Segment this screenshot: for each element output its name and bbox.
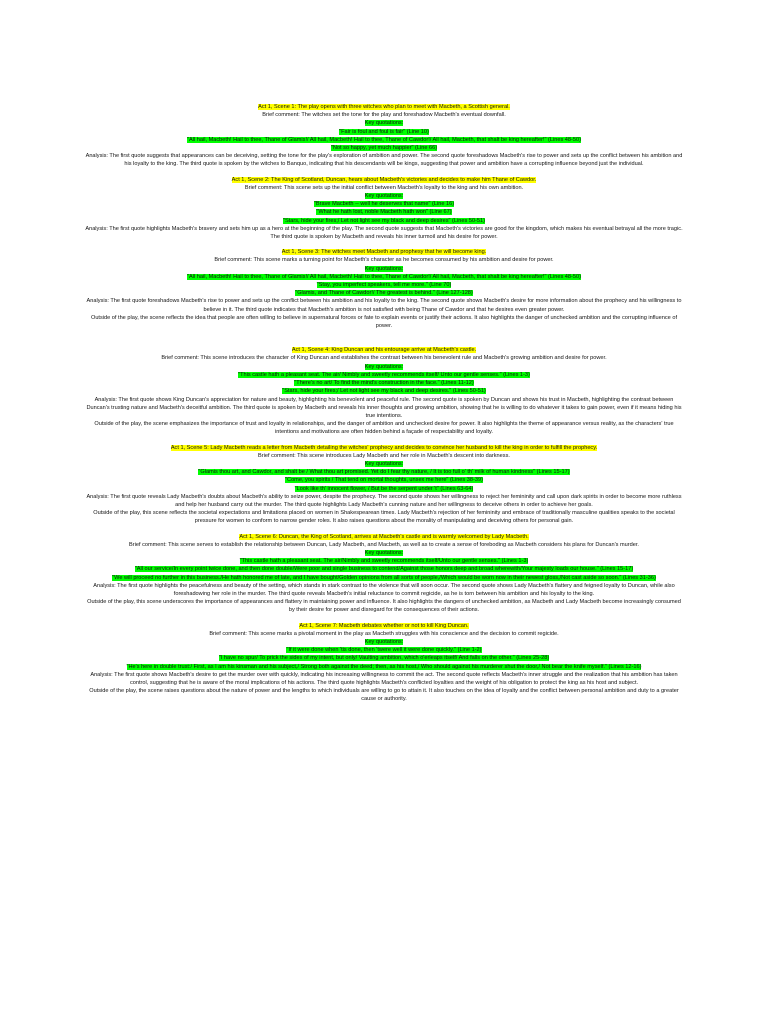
brief-comment: Brief comment: This scene serves to establish the relationship between Duncan, Lady Macbeth, and Macbeth, as well as to create a sense of foreboding as Macbeth considers his plans for Duncan's murder. [129, 541, 639, 548]
quote: "He's here in double trust:/ First, as I am his kinsman and his subject,/ Strong both against the deed; then, as his host,/ Who should against his murderer shut the door,/ Not bear the knife myself." (Lines 12-16) [126, 663, 642, 670]
scene-6 [84, 533, 684, 615]
scene-1 [84, 103, 684, 169]
key-quotations-label: Key quotations: [364, 120, 404, 127]
analysis-paragraph: Analysis: The first quote reveals Lady Macbeth's doubts about Macbeth's ability to seize power, despite the prophecy. The second quote shows her willingness to reject her femininity and call upon dark spirits in order to become more ruthless and help her husband carry out the murder. The third quote highlights Lady Macbeth's cunning nature and her willingness to deceive others in order to achieve her goals. [86, 493, 682, 508]
scene-heading: Act 1, Scene 6: Duncan, the King of Scotland, arrives at Macbeth's castle and is warmly welcomed by Lady Macbeth. [239, 533, 529, 540]
scene-heading: Act 1, Scene 2: The King of Scotland, Duncan, hears about Macbeth's victories and decides to make him Thane of Cawdor. [231, 176, 537, 183]
scene-4 [84, 346, 684, 436]
scene-heading: Act 1, Scene 5: Lady Macbeth reads a letter from Macbeth detailing the witches' prophecy and decides to convince her husband to kill the king in order to fulfill the prophecy. [170, 444, 598, 451]
outside-paragraph: Outside of the play, the scene emphasizes the importance of trust and loyalty in relationships, and the danger of ambition and unchecked desire for power. It also highlights the theme of appearance versus reality, as the characters' true intentions and motivations are often hidden behind a façade of respectability and loyalty. [94, 421, 674, 436]
outside-paragraph: Outside of the play, this scene reflects the societal expectations and limitations placed on women in Shakespearean times. Lady Macbeth's rejection of her femininity and embrace of traditionally masculine qualities speaks to the societal pressure for women to conform to narrow gender roles. It also raises questions about the morality of manipulating and deceiving others for personal gain. [93, 510, 675, 525]
quote: "There's no art/ To find the mind's construction in the face." (Lines 11-12) [294, 380, 474, 387]
scene-heading: Act 1, Scene 3: The witches meet Macbeth and prophesy that he will become king. [281, 249, 487, 256]
brief-comment: Brief comment: This scene marks a pivotal moment in the play as Macbeth struggles with his conscience and the decision to commit regicide. [209, 630, 559, 637]
quote: "Brave Macbeth -- well he deserves that name" (Line 16) [313, 201, 455, 208]
key-quotations-label: Key quotations: [364, 638, 404, 645]
scene-2 [84, 176, 684, 242]
scene-heading: Act 1, Scene 7: Macbeth debates whether or not to kill King Duncan. [299, 622, 469, 629]
quote: "I have no spur/ To prick the sides of my intent, but only/ Vaulting ambition, which o'erleaps itself/ And falls on the other." (Lines 25-28) [218, 655, 550, 662]
brief-comment: Brief comment: This scene introduces Lady Macbeth and her role in Macbeth's descent into darkness. [258, 452, 510, 459]
scene-3 [84, 248, 684, 330]
scene-heading: Act 1, Scene 1: The play opens with three witches who plan to meet with Macbeth, a Scottish general. [258, 104, 510, 110]
outside-paragraph: Outside of the play, the scene reflects the idea that people are often willing to believe in supernatural forces or fate to explain events or justify their actions. It also highlights the danger of unchecked ambition and the corrupting influence of power. [90, 314, 678, 330]
quote: "All our service/In every point twice done, and then done double/Were poor and single business to contend/Against those honors deep and broad wherewith/Your majesty loads our house." (Lines 15-17) [134, 566, 634, 573]
quote: "Fair is foul and foul is fair" (Line 10) [339, 128, 429, 135]
brief-comment: Brief comment: The witches set the tone for the play and foreshadow Macbeth's eventual downfall. [262, 112, 506, 119]
brief-comment: Brief comment: This scene introduces the character of King Duncan and establishes the contrast between his benevolent rule and Macbeth's growing ambition and desire for power. [161, 355, 607, 362]
outside-paragraph: Outside of the play, this scene underscores the importance of appearances and flattery in maintaining power and influence. It also highlights the dangers of unchecked ambition, as Macbeth and Lady Macbeth become increasingly consumed by their desire for power and disregard for the consequences of their actions. [87, 599, 681, 614]
analysis-paragraph: Analysis: The first quote shows Macbeth's desire to get the murder over with quickly, indicating his increasing willingness to commit the act. The second quote reflects Macbeth's inner struggle and the realization that his ambition has taken control, suggesting that he is aware of the moral implications of his actions. The third quote highlights Macbeth's conflicted loyalties and the weight of his obligation to protect the king as his host and subject. [90, 671, 678, 686]
quote: "All hail, Macbeth! Hail to thee, Thane of Glamis!/ All hail, Macbeth! Hail to thee, Thane of Cawdor!/ All hail, Macbeth, that shalt be king hereafter!" (Lines 48-50) [187, 136, 581, 143]
quote: "Glamis thou art, and Cawdor, and shalt be / What thou art promised. Yet do I fear thy nature, / It is too full o' th' milk of human kindness" (Lines 15-17) [198, 469, 570, 476]
quote: "Stars, hide your fires;/ Let not light see my black and deep desires" (Lines 50-51) [282, 217, 486, 224]
quote: "Stay, you imperfect speakers, tell me more." (Line 70) [316, 282, 452, 289]
key-quotations-label: Key quotations: [364, 460, 404, 467]
quote: "Stars, hide your fires;/ Let not light see my black and deep desires." (Lines 50-51) [282, 388, 486, 395]
key-quotations-label: Key quotations: [364, 265, 404, 272]
quote: "All hail, Macbeth! Hail to thee, Thane of Glamis!/ All hail, Macbeth! Hail to thee, Thane of Cawdor!/ All hail, Macbeth, that shalt be king hereafter!" (Lines 48-50) [187, 273, 581, 280]
quote: "Not so happy, yet much happier" (Line 66) [330, 145, 438, 152]
analysis-paragraph: Analysis: The first quote highlights the peacefulness and beauty of the setting, which stands in stark contrast to the violence that will soon occur. The second quote shows Lady Macbeth's flattery and feigned loyalty to Duncan, while also foreshadowing her role in the murder. The third quote reveals Macbeth's initial reluctance to commit regicide, as he is torn between his ambition and his loyalty to the king. [93, 582, 675, 597]
quote: "Glamis, and Thane of Cawdor!/ The greatest is behind." (Line 127-128) [295, 290, 473, 297]
quote: "This castle hath a pleasant seat. The air/ Nimbly and sweetly recommends itself/ Unto our gentle senses." (Lines 1-3) [238, 371, 530, 378]
analysis-paragraph: Analysis: The first quote foreshadows Macbeth's rise to power and sets up the conflict between his ambition and his loyalty to the king. The second quote shows Macbeth's desire for more information about the prophecy and his willingness to believe in it. The third quote indicates that Macbeth's ambition is not satisfied with being Thane of Cawdor and that he desires even greater power. [86, 298, 682, 313]
quote: "If it were done when 'tis done, then 'twere well it were done quickly." (Line 1-2) [286, 647, 482, 654]
scene-7 [84, 622, 684, 704]
brief-comment: Brief comment: This scene marks a turning point for Macbeth's character as he becomes consumed by his ambition and desire for power. [214, 257, 554, 264]
scene-heading: Act 1, Scene 4: King Duncan and his entourage arrive at Macbeth's castle. [291, 347, 477, 354]
key-quotations-label: Key quotations: [364, 363, 404, 370]
brief-comment: Brief comment: This scene sets up the initial conflict between Macbeth's loyalty to the king and his own ambition. [244, 184, 524, 191]
key-quotations-label: Key quotations: [364, 193, 404, 200]
scene-5 [84, 444, 684, 526]
quote: "Come, you spirits / That tend on mortal thoughts, unsex me here" (Lines 38-39) [285, 477, 483, 484]
quote: "This castle hath a pleasant seat. The air/Nimbly and sweetly recommends itself/Unto our gentle senses." (Lines 1-3) [239, 558, 529, 565]
analysis-paragraph: Analysis: The first quote highlights Macbeth's bravery and sets him up as a hero at the beginning of the play. The second quote suggests that Macbeth's victories are good for the kingdom, which makes his eventual betrayal all the more tragic. The third quote is spoken by Macbeth and reveals his inner turmoil and his desire for power. [85, 225, 683, 241]
analysis-paragraph: Analysis: The first quote suggests that appearances can be deceiving, setting the tone for the play's exploration of ambition and power. The second quote foreshadows Macbeth's rise to power and sets up the conflict between his ambition and his loyalty to the king. The third quote is spoken by the witches to Banquo, indicating that his descendants will be kings, suggesting that power and ambition have a corrupting influence beyond just the individual. [85, 153, 683, 168]
analysis-paragraph: Analysis: The first quote shows King Duncan's appreciation for nature and beauty, highlighting his benevolent and peaceful rule. The second quote is spoken by Duncan and shows his trust in Macbeth, highlighting the contrast between Duncan's trusting nature and Macbeth's deceitful ambition. The third quote is spoken by Macbeth and reveals his inner thoughts and growing ambition, showing that he is willing to do whatever it takes to gain power, even if it means hiding his true intentions. [86, 396, 682, 419]
key-quotations-label: Key quotations: [364, 549, 404, 556]
quote: "Look like th' innocent flower, / But be the serpent under 't" (Lines 63-64) [294, 485, 474, 492]
quote: "We will proceed no further in this business./He hath honored me of late, and I have bought/Golden opinions from all sorts of people,/Which would be worn now in their newest gloss,/Not cast aside so soon." (Lines 31-36) [112, 574, 656, 581]
outside-paragraph: Outside of the play, the scene raises questions about the nature of power and the lengths to which individuals are willing to go to attain it. It also touches on the idea of loyalty and the conflict between personal ambition and duty to a greater cause or authority. [89, 688, 679, 703]
quote: "What he hath lost, noble Macbeth hath won" (Line 67) [316, 209, 452, 216]
